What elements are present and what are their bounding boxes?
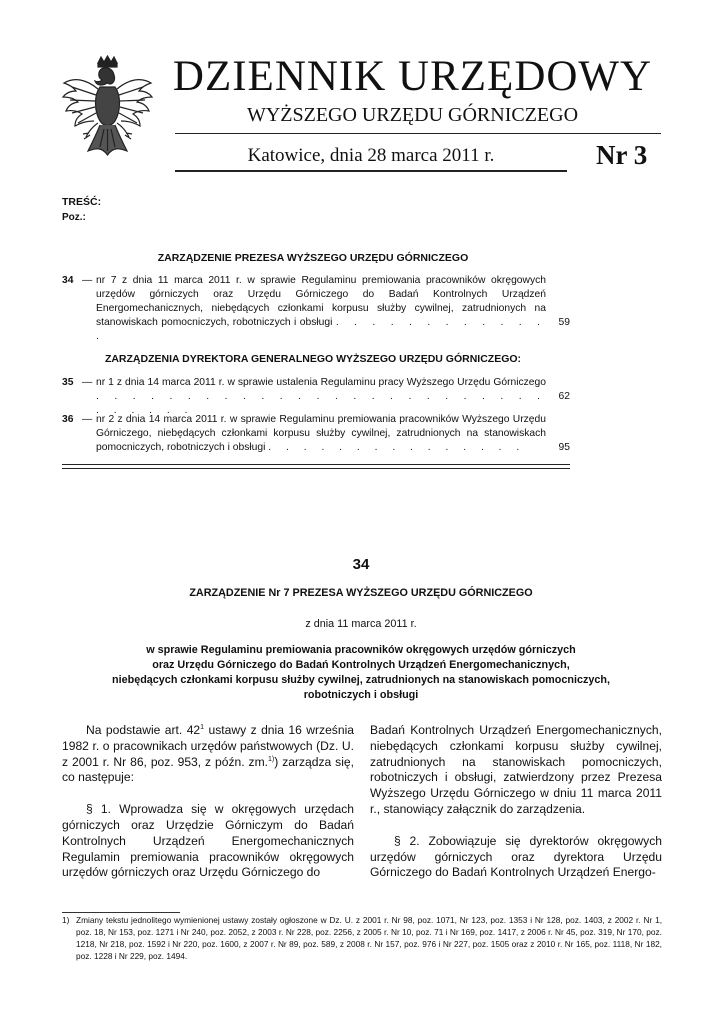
right-column [370,723,662,881]
toc-entry-dash: — [82,377,93,388]
toc-entry-text: nr 7 z dnia 11 marca 2011 r. w sprawie Regulaminu premiowania pracowników okręgowych urzędów górniczych oraz Urzędu Górniczego do Badań Kontrolnych Urządzeń Energomechanicznych, niebędących członkami korpusu służby cywilnej, zatrudnionych na stanowiskach pomocniczych, robotniczych i obsługi [96,275,546,328]
subject-line: robotniczych i obsługi [303,689,419,701]
toc-entry-text: nr 2 z dnia 14 marca 2011 r. w sprawie Regulaminu premiowania pracowników Wyższego Urzędu Górniczego, niebędących członkami korpusu służby cywilnej, zatrudnionych na stanowiskach pomocniczych, robotniczych i obsługi [96,414,546,453]
journal-subtitle: WYŻSZEGO URZĘDU GÓRNICZEGO [246,104,579,126]
left-column [62,723,354,881]
toc-entry-number: 36 [62,414,74,425]
article-title: ZARZĄDZENIE Nr 7 PREZESA WYŻSZEGO URZĘDU GÓRNICZEGO [189,587,533,599]
toc-leader-dots: . . . . . . . . . . . . . . . [268,442,526,453]
toc-section-title: ZARZĄDZENIE PREZESA WYŻSZEGO URZĘDU GÓRNICZEGO [157,252,469,264]
dateline-rule [175,170,567,172]
toc-entry-number: 35 [62,377,74,388]
issue-dateline: Katowice, dnia 28 marca 2011 r. [247,145,495,166]
section-1-paragraph: § 1. Wprowadza się w okręgowych urzędach górniczych oraz Urzędzie Górniczym do Badań Kontrolnych Urządzeń Energomechanicznych Regulamin premiowania pracowników okręgowych urzędów górniczych oraz Urzędu Górniczego do [62,802,354,880]
section-2-paragraph: § 2. Zobowiązuje się dyrektorów okręgowych urzędów górniczych oraz dyrektora Urzędu Górniczego do Badań Kontrolnych Urządzeń Energo- [370,833,662,880]
toc-leader-dots: . . . . . . . . . . . . . [96,317,546,342]
header-rule [175,133,661,134]
toc-entry[interactable] [62,376,570,416]
preamble-text: ustawy z dnia 16 września 1982 r. o pracownikach urzędów państwowych (Dz. U. z 2001 r. Nr 86, poz. 953, z późn. zm. [62,723,354,769]
toc-entry-body [96,274,546,344]
toc-entry-page: 95 [558,442,570,453]
footnote-text: Zmiany tekstu jednolitego wymienionej ustawy zostały ogłoszone w Dz. U. z 2001 r. Nr 98, poz. 1071, Nr 123, poz. 1353 i Nr 128, poz. 1403, z 2002 r. Nr 1, poz. 18, Nr 153, poz. 1271 i Nr 240, poz. 2052, z 2003 r. Nr 228, poz. 2256, z 2005 r. Nr 10, poz. 71 i Nr 169, poz. 1417, z 2006 r. Nr 45, poz. 319, Nr 170, poz. 1218, Nr 218, poz. 1592 i Nr 220, poz. 1600, z 2007 r. Nr 89, poz. 589, z 2008 r. Nr 157, poz. 976 i Nr 227, poz. 1505 oraz z 2010 r. Nr 165, poz. 1118, Nr 182, poz. 1228 i Nr 229, poz. 1494. [76,915,662,961]
toc-entry-dash: — [82,414,93,425]
toc-entry-body [96,376,546,418]
toc-end-rule [62,468,570,469]
toc-entry-number: 34 [62,275,74,286]
toc-end-rule [62,464,570,465]
toc-section-title: ZARZĄDZENIA DYREKTORA GENERALNEGO WYŻSZEGO URZĘDU GÓRNICZEGO: [104,353,522,365]
toc-entry[interactable] [62,274,570,342]
article-date: z dnia 11 marca 2011 r. [305,618,417,630]
toc-entry[interactable] [62,413,570,455]
subject-line: niebędących członkami korpusu służby cywilnej, zatrudnionych na stanowiskach pomocniczych, [112,674,610,686]
footnote-ref[interactable]: 1) [268,755,275,763]
toc-entry-body [96,413,546,455]
journal-title: DZIENNIK URZĘDOWY [172,53,653,100]
toc-heading: TREŚĆ: [62,196,102,208]
issue-number: Nr 3 [596,140,648,170]
footnote-mark: 1) [62,915,70,925]
preamble-text: ) zarządza się, co następuje: [62,754,355,785]
footnote-rule [62,912,180,913]
article-number: 34 [352,556,370,573]
toc-entry-page: 59 [558,317,570,328]
eagle-emblem-icon [60,55,155,165]
subject-line: w sprawie Regulaminu premiowania pracowników okręgowych urzędów górniczych [146,644,576,656]
toc-entry-dash: — [82,275,93,286]
article-subject [62,643,660,703]
toc-entry-text: nr 1 z dnia 14 marca 2011 r. w sprawie ustalenia Regulaminu pracy Wyższego Urzędu Górniczego [96,377,546,388]
superscript: 1 [200,723,205,731]
toc-entry-page: 62 [558,391,570,402]
preamble-text: Na podstawie art. 42 [86,723,201,737]
preamble-paragraph [62,723,354,786]
section-1-continuation: Badań Kontrolnych Urządzeń Energomechanicznych, niebędących członkami korpusu służby cywilnej, zatrudnionych na stanowiskach pomocniczych, robotniczych i obsługi, zatwierdzony przez Prezesa Wyższego Urzędu Górniczego w dniu 11 marca 2011 r., stanowiący załącznik do zarządzenia. [370,723,662,816]
toc-pos-label: Poz.: [62,212,86,223]
subject-line: oraz Urzędu Górniczego do Badań Kontrolnych Urządzeń Energomechanicznych, [152,659,570,671]
toc-leader-dots: . . . . . . . . . . . . . . . . . . . . . . . . . . . . . . . [96,391,546,416]
